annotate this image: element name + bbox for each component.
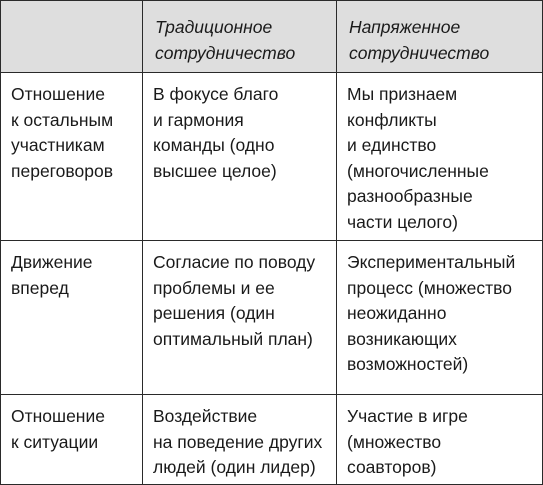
traditional-cell: Воздействие на поведение других людей (один лидер) bbox=[143, 395, 337, 485]
table-row bbox=[1, 395, 543, 485]
row-label-cell: Движение вперед bbox=[1, 241, 143, 395]
stretch-cell: Участие в игре (множество соавторов) bbox=[337, 395, 543, 485]
table-row bbox=[1, 241, 543, 395]
header-stretch-collaboration: Напряженное сотрудничество bbox=[337, 1, 543, 73]
stretch-cell: Мы признаем конфликты и единство (многочисленные разнообразные части целого) bbox=[337, 73, 543, 241]
header-corner-cell bbox=[1, 1, 143, 73]
header-traditional-collaboration: Традиционное сотрудничество bbox=[143, 1, 337, 73]
traditional-cell: В фокусе благо и гармония команды (одно высшее целое) bbox=[143, 73, 337, 241]
row-label-cell: Отношение к остальным участникам переговоров bbox=[1, 73, 143, 241]
table-header-row bbox=[1, 1, 543, 73]
row-label-cell: Отношение к ситуации bbox=[1, 395, 143, 485]
traditional-cell: Согласие по поводу проблемы и ее решения (один оптимальный план) bbox=[143, 241, 337, 395]
table-row bbox=[1, 73, 543, 241]
stretch-cell: Экспериментальный процесс (множество неожиданно возникающих возможностей) bbox=[337, 241, 543, 395]
